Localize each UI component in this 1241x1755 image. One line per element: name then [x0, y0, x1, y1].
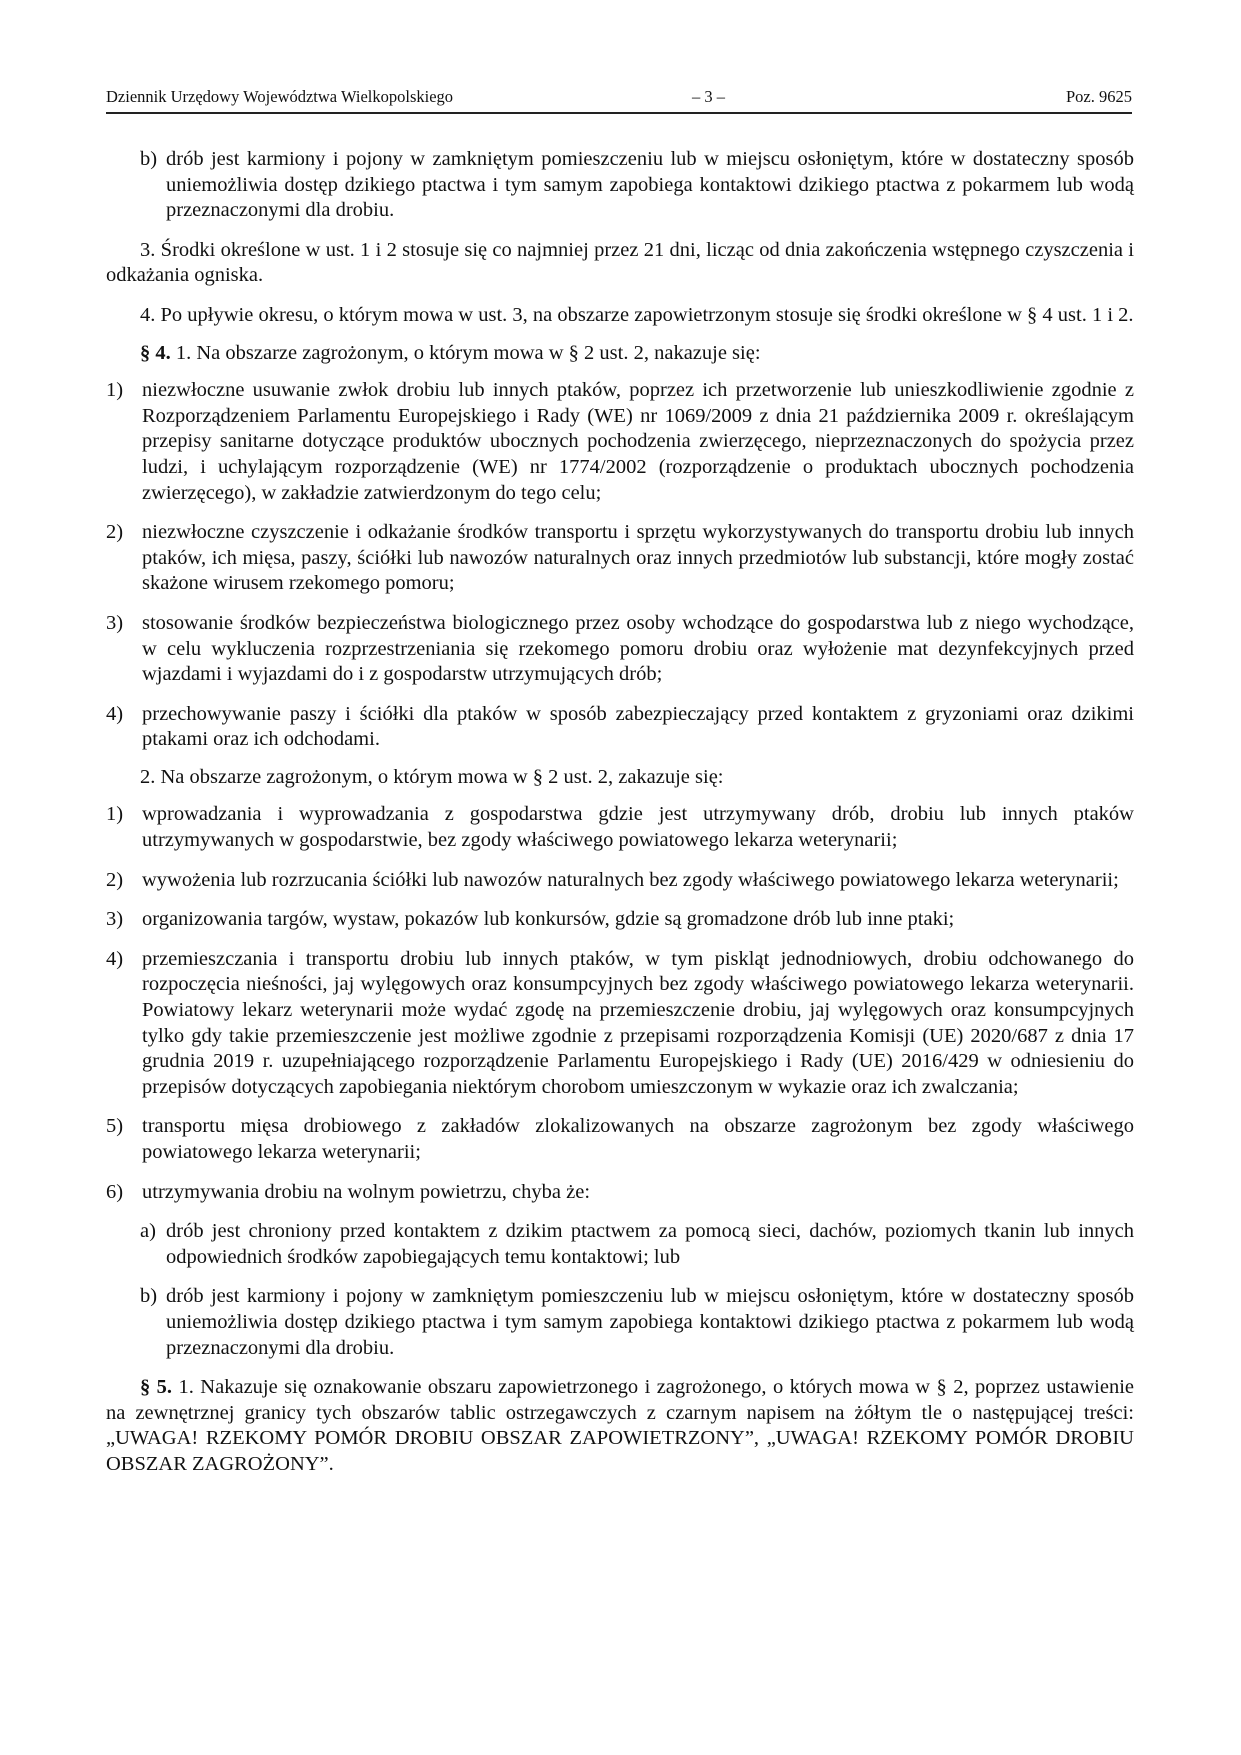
- item-text: drób jest karmiony i pojony w zamkniętym pomieszczeniu lub w miejscu osłoniętym, które w dostateczny sposób uniemożliwia dostęp dzikiego ptactwa i tym samym zapobiega kontaktowi dzikiego ptactwa z pokarmem lub wodą przeznaczonymi dla drobiu.: [166, 1285, 1134, 1359]
- list-item: [106, 802, 1134, 853]
- page-number: – 3 –: [692, 87, 725, 106]
- list-item: [106, 868, 1134, 894]
- item-label: 1): [106, 803, 124, 826]
- section-text: 1. Nakazuje się oznakowanie obszaru zapowietrzonego i zagrożonego, o których mowa w § 2, poprzez ustawienie na zewnętrznej granicy tych obszarów tablic ostrzegawczych z czarnym napisem na żółtym tle o następującej treści: „UWAGA! RZEKOMY POMÓR DROBIU OBSZAR ZAPOWIETRZONY”, „UWAGA! RZEKOMY POMÓR DROBIU OBSZAR ZAGROŻONY”.: [106, 1376, 1134, 1475]
- paragraph-3: 3. Środki określone w ust. 1 i 2 stosuje się co najmniej przez 21 dni, licząc od dnia zakończenia wstępnego czyszczenia i odkażania ogniska.: [106, 238, 1134, 287]
- item-label: b): [140, 148, 158, 170]
- section-number: § 4.: [140, 341, 171, 364]
- list-item: [106, 611, 1134, 688]
- item-text: niezwłoczne czyszczenie i odkażanie środków transportu i sprzętu wykorzystywanych do transportu drobiu lub innych ptaków, ich mięsa, paszy, ściółki lub nawozów naturalnych oraz innych przedmiotów lub substancji, które mogły zostać skażone wirusem rzekomego pomoru;: [142, 521, 1134, 595]
- item-text: niezwłoczne usuwanie zwłok drobiu lub innych ptaków, poprzez ich przetworzenie lub unieszkodliwienie zgodnie z Rozporządzeniem Parlamentu Europejskiego i Rady (WE) nr 1069/2009 z dnia 21 października 2009 r. określającym przepisy sanitarne dotyczące produktów ubocznych pochodzenia zwierzęcego, nieprzeznaczonych do spożycia przez ludzi, i uchylającym rozporządzenie (WE) nr 1774/2002 (rozporządzenie o produktach ubocznych pochodzenia zwierzęcego), w zakładzie zatwierdzonym do tego celu;: [142, 379, 1134, 504]
- item-label: 5): [106, 1115, 124, 1138]
- list-item: [106, 147, 1134, 224]
- list-item: [106, 1284, 1134, 1361]
- item-label: 6): [106, 1180, 124, 1203]
- list-item: [106, 1180, 1134, 1206]
- paragraph-4: 4. Po upływie okresu, o którym mowa w ust. 3, na obszarze zapowietrzonym stosuje się środki określone w § 4 ust. 1 i 2.: [140, 303, 1134, 326]
- item-label: 1): [106, 379, 124, 402]
- journal-title: Dziennik Urzędowy Województwa Wielkopolskiego: [106, 87, 454, 106]
- list-item: [106, 520, 1134, 597]
- item-text: stosowanie środków bezpieczeństwa biologicznego przez osoby wchodzące do gospodarstwa lub z niego wychodzące, w celu wykluczenia rozprzestrzeniania się rzekomego pomoru drobiu oraz wyłożenie mat dezynfekcyjnych przed wjazdami i wyjazdami do i z gospodarstw utrzymujących drób;: [142, 611, 1134, 686]
- list-item: [106, 702, 1134, 753]
- item-text: przemieszczania i transportu drobiu lub innych ptaków, w tym piskląt jednodniowych, drobiu odchowanego do rozpoczęcia nieśności, jaj wylęgowych oraz konsumpcyjnych bez zgody właściwego powiatowego lekarza weterynarii. Powiatowy lekarz weterynarii może wydać zgodę na przemieszczenie drobiu, jaj wylęgowych oraz konsumpcyjnych tylko gdy takie przemieszczenie jest możliwe zgodnie z przepisami rozporządzenia Komisji (UE) 2020/687 z dnia 17 grudnia 2019 r. uzupełniającego rozporządzenie Parlamentu Europejskiego i Rady (UE) 2016/429 w odniesieniu do przepisów dotyczących zapobiegania niektórym chorobom umieszczonym w wykazie oraz ich zwalczania;: [142, 947, 1134, 1098]
- item-text: drób jest karmiony i pojony w zamkniętym pomieszczeniu lub w miejscu osłoniętym, które w dostateczny sposób uniemożliwia dostęp dzikiego ptactwa i tym samym zapobiega kontaktowi dzikiego ptactwa z pokarmem lub wodą przeznaczonymi dla drobiu.: [166, 148, 1134, 222]
- item-text: transportu mięsa drobiowego z zakładów zlokalizowanych na obszarze zagrożonym bez zgody właściwego powiatowego lekarza weterynarii;: [142, 1115, 1134, 1163]
- item-text: wprowadzania i wyprowadzania z gospodarstwa gdzie jest utrzymywany drób, drobiu lub innych ptaków utrzymywanych w gospodarstwie, bez zgody właściwego powiatowego lekarza weterynarii;: [142, 803, 1134, 852]
- position-number: Poz. 9625: [1066, 87, 1132, 106]
- item-label: 2): [106, 868, 124, 891]
- item-text: drób jest chroniony przed kontaktem z dzikim ptactwem za pomocą sieci, dachów, poziomych tkanin lub innych odpowiednich środków zapobiegających temu kontaktowi; lub: [166, 1220, 1134, 1268]
- item-text: wywożenia lub rozrzucania ściółki lub nawozów naturalnych bez zgody właściwego powiatowego lekarza weterynarii;: [142, 868, 1119, 891]
- item-label: 3): [106, 611, 124, 634]
- item-label: 4): [106, 947, 124, 970]
- item-label: 3): [106, 908, 124, 931]
- section-number: § 5.: [140, 1376, 173, 1399]
- list-item: [106, 1219, 1134, 1270]
- item-label: 2): [106, 521, 124, 544]
- item-text: organizowania targów, wystaw, pokazów lub konkursów, gdzie są gromadzone drób lub inne ptaki;: [142, 908, 955, 931]
- item-text: utrzymywania drobiu na wolnym powietrzu, chyba że:: [142, 1180, 591, 1203]
- item-label: b): [140, 1285, 158, 1308]
- document-body: [106, 147, 1134, 1478]
- section-5-paragraph: [106, 1375, 1134, 1477]
- section-4-heading: [106, 341, 1134, 367]
- item-label: 4): [106, 702, 124, 725]
- list-item: [106, 1114, 1134, 1165]
- list-item: [106, 907, 1134, 933]
- page-header: [106, 82, 1132, 114]
- section-text: 1. Na obszarze zagrożonym, o którym mowa w § 2 ust. 2, nakazuje się:: [170, 341, 761, 364]
- list-item: [106, 378, 1134, 506]
- list-item: [106, 947, 1134, 1101]
- section-4-paragraph-2: 2. Na obszarze zagrożonym, o którym mowa w § 2 ust. 2, zakazuje się:: [140, 765, 724, 788]
- item-label: a): [140, 1220, 156, 1243]
- item-text: przechowywanie paszy i ściółki dla ptaków w sposób zabezpieczający przed kontaktem z gryzoniami oraz dzikimi ptakami oraz ich odchodami.: [142, 702, 1134, 751]
